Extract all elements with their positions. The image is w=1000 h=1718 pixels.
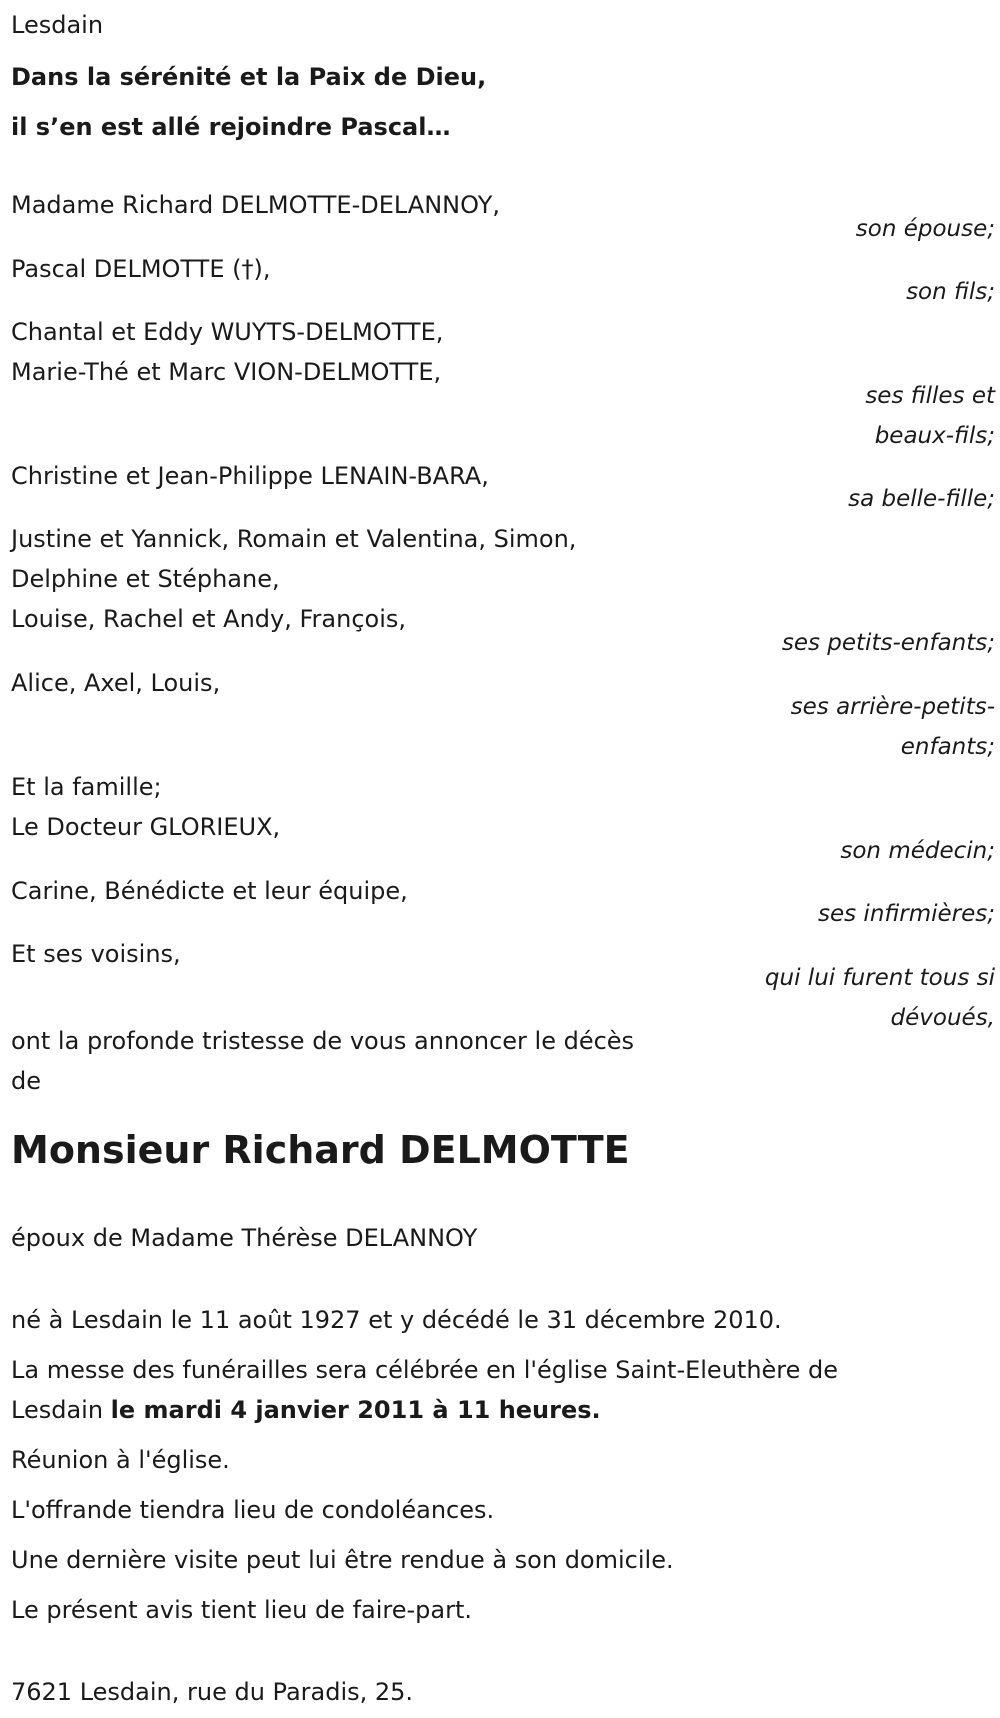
family-relation: enfants; xyxy=(900,734,995,760)
mass-place: Lesdain xyxy=(11,1396,111,1424)
family-name-line: Justine et Yannick, Romain et Valentina, Simon, xyxy=(11,525,577,553)
intro-line-1: Dans la sérénité et la Paix de Dieu, xyxy=(11,63,487,91)
birth-death-line: né à Lesdain le 11 août 1927 et y décédé le 31 décembre 2010. xyxy=(11,1306,782,1334)
family-name-line: Louise, Rachel et Andy, François, xyxy=(11,605,407,633)
family-relation: son épouse; xyxy=(855,216,995,242)
family-name-line: Le Docteur GLORIEUX, xyxy=(11,813,281,841)
family-name-line: Et ses voisins, xyxy=(11,940,181,968)
family-relation: sa belle-fille; xyxy=(848,486,995,512)
intro-line-2: il s’en est allé rejoindre Pascal… xyxy=(11,113,451,141)
family-relation: ses arrière-petits- xyxy=(790,694,995,720)
announcement-line-2: de xyxy=(11,1067,41,1095)
mass-line-2 xyxy=(11,1390,601,1430)
family-name-line: Marie-Thé et Marc VION-DELMOTTE, xyxy=(11,358,442,386)
family-name-line: Chantal et Eddy WUYTS-DELMOTTE, xyxy=(11,318,444,346)
family-relation: dévoués, xyxy=(890,1005,995,1031)
family-name-line: Christine et Jean-Philippe LENAIN-BARA, xyxy=(11,462,489,490)
family-name-line: Alice, Axel, Louis, xyxy=(11,669,221,697)
family-relation: son médecin; xyxy=(840,838,995,864)
family-relation: ses petits-enfants; xyxy=(781,630,995,656)
family-relation: beaux-fils; xyxy=(874,423,995,449)
family-relation: ses filles et xyxy=(865,383,995,409)
address-line: 7621 Lesdain, rue du Paradis, 25. xyxy=(11,1678,414,1706)
notice-line: Le présent avis tient lieu de faire-part. xyxy=(11,1596,473,1624)
family-name-line: Pascal DELMOTTE (†), xyxy=(11,255,271,283)
family-relation: ses infirmières; xyxy=(818,901,995,927)
family-name-line: Carine, Bénédicte et leur équipe, xyxy=(11,877,408,905)
family-name-line: Madame Richard DELMOTTE-DELANNOY, xyxy=(11,191,500,219)
visit-line: Une dernière visite peut lui être rendue à son domicile. xyxy=(11,1546,674,1574)
family-relation: qui lui furent tous si xyxy=(764,965,995,991)
deceased-name: Monsieur Richard DELMOTTE xyxy=(11,1128,630,1172)
offering-line: L'offrande tiendra lieu de condoléances. xyxy=(11,1496,495,1524)
spouse-line: époux de Madame Thérèse DELANNOY xyxy=(11,1224,478,1252)
family-name-line: Delphine et Stéphane, xyxy=(11,565,280,593)
mass-date-time: le mardi 4 janvier 2011 à 11 heures. xyxy=(110,1396,601,1424)
family-relation: son fils; xyxy=(906,279,995,305)
town-label: Lesdain xyxy=(11,11,104,39)
meeting-line: Réunion à l'église. xyxy=(11,1446,230,1474)
mass-line-1: La messe des funérailles sera célébrée en l'église Saint-Eleuthère de xyxy=(11,1356,839,1384)
announcement-line-1: ont la profonde tristesse de vous annoncer le décès xyxy=(11,1027,635,1055)
family-name-line: Et la famille; xyxy=(11,773,162,801)
